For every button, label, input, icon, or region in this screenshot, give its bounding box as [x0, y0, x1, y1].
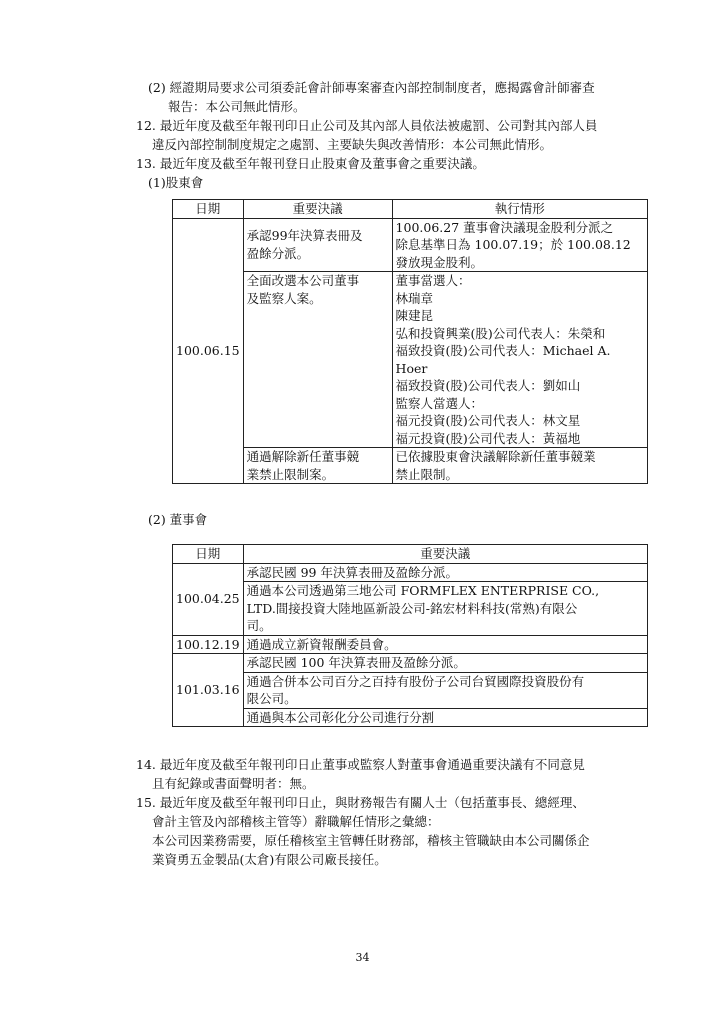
resolution-text: 全面改選本公司董事: [246, 273, 360, 288]
table-row: [173, 582, 648, 636]
execution-text: 福元投資(股)公司代表人：黃福地: [395, 430, 581, 446]
item15-line4: 業資勇五金製品(太倉)有限公司廠長接任。: [152, 852, 387, 867]
table-row: [173, 708, 648, 727]
sub2-title: (2) 董事會: [148, 512, 208, 527]
item15-line3: 本公司因業務需要，原任稽核室主管轉任財務部，稽核主管職缺由本公司關係企: [152, 833, 590, 848]
execution-cell: [392, 272, 647, 448]
resolution-cell: [243, 218, 392, 272]
board-resolution-text: LTD.間接投資大陸地區新設公司-銘宏材料科技(常熟)有限公: [246, 600, 578, 616]
shareholders-header-row: [173, 200, 648, 219]
execution-text: 福致投資(股)公司代表人：劉如山: [395, 378, 581, 393]
item2-line1: (2) 經證期局要求公司須委託會計師專案審查內部控制制度者，應揭露會計師審查: [148, 80, 595, 95]
execution-text: 發放現金股利。: [395, 254, 484, 270]
board-header-resolution: 重要決議: [243, 545, 647, 564]
header-date: 日期: [173, 200, 244, 219]
board-date: 100.12.19: [173, 635, 244, 654]
board-date: 101.03.16: [173, 654, 244, 727]
resolution-cell: [243, 272, 392, 448]
table-row: [173, 272, 648, 448]
board-date: 100.04.25: [173, 563, 244, 635]
table-row: [173, 654, 648, 673]
table-row: [173, 635, 648, 654]
execution-text: 已依據股東會決議解除新任董事競業: [395, 449, 596, 464]
table-row: [173, 448, 648, 484]
board-header-date: 日期: [173, 545, 244, 564]
resolution-text: 承認99年決算表冊及: [246, 228, 363, 244]
item12-line1: 12. 最近年度及截至年報刊印日止公司及其內部人員依法被處罰、公司對其內部人員: [136, 118, 598, 133]
item14-line2: 且有紀錄或書面聲明者：無。: [152, 776, 315, 791]
execution-text: 福元投資(股)公司代表人：林文星: [395, 413, 581, 428]
sub1-title: (1)股東會: [148, 175, 204, 190]
board-resolution-cell: [243, 672, 647, 708]
board-resolution-text: 通過與本公司彰化分公司進行分割: [246, 709, 435, 725]
execution-text: 弘和投資興業(股)公司代表人：朱榮和: [395, 325, 606, 341]
execution-text: 監察人當選人：: [395, 395, 484, 411]
execution-text: 林瑞章: [395, 290, 434, 306]
board-header-row: [173, 545, 648, 564]
board-resolution-text: 通過成立新資報酬委員會。: [246, 636, 397, 652]
board-table: [172, 544, 648, 727]
resolution-cell: [243, 448, 392, 484]
page-number: 34: [355, 951, 370, 964]
board-resolution-text: 承認民國 99 年決算表冊及盈餘分派。: [246, 564, 458, 580]
item15-line1: 15. 最近年度及截至年報刊印日止，與財務報告有關人士（包括董事長、總經理、: [136, 795, 585, 810]
execution-cell: [392, 218, 647, 272]
header-execution: 執行情形: [392, 200, 647, 219]
header-resolution: 重要決議: [243, 200, 392, 219]
execution-text: 禁止限制。: [395, 466, 459, 482]
resolution-text: 盈餘分派。: [246, 245, 310, 261]
resolution-text: 及監察人案。: [246, 290, 322, 306]
execution-text: 福致投資(股)公司代表人：Michael A.: [395, 343, 611, 358]
execution-cell: [392, 448, 647, 484]
board-resolution-text: 承認民國 100 年決算表冊及盈餘分派。: [246, 655, 466, 670]
execution-text: 董事當選人：: [395, 273, 471, 288]
table-row: [173, 672, 648, 708]
resolution-text: 業禁止限制案。: [246, 466, 335, 482]
execution-text: Hoer: [395, 360, 428, 376]
item14-line1: 14. 最近年度及截至年報刊印日止董事或監察人對董事會通過重要決議有不同意見: [136, 757, 585, 772]
execution-text: 除息基準日為 100.07.19；於 100.08.12: [395, 237, 631, 252]
shareholders-table: [172, 199, 648, 484]
table-row: [173, 218, 648, 272]
board-resolution-text: 司。: [246, 618, 272, 633]
board-resolution-cell: [243, 582, 647, 636]
item2-line2: 報告：本公司無此情形。: [168, 99, 306, 114]
execution-text: 100.06.27 董事會決議現金股利分派之: [395, 219, 614, 235]
board-resolution-text: 通過本公司透過第三地公司 FORMFLEX ENTERPRISE CO.,: [246, 583, 600, 598]
board-resolution-cell: [243, 563, 647, 582]
board-resolution-cell: [243, 708, 647, 727]
item15-line2: 會計主管及內部稽核主管等）辭職解任情形之彙總：: [152, 814, 440, 829]
board-resolution-cell: [243, 654, 647, 673]
board-resolution-cell: [243, 635, 647, 654]
item12-line2: 違反內部控制制度規定之處罰、主要缺失與改善情形：本公司無此情形。: [152, 137, 553, 152]
resolution-text: 通過解除新任董事競: [246, 449, 360, 464]
meeting-date: 100.06.15: [173, 218, 244, 484]
execution-text: 陳建昆: [395, 308, 434, 323]
table-row: [173, 563, 648, 582]
board-resolution-text: 限公司。: [246, 691, 297, 706]
board-resolution-text: 通過合併本公司百分之百持有股份子公司台貿國際投資股份有: [246, 673, 585, 689]
item13-line1: 13. 最近年度及截至年報刊登日止股東會及董事會之重要決議。: [136, 156, 485, 171]
